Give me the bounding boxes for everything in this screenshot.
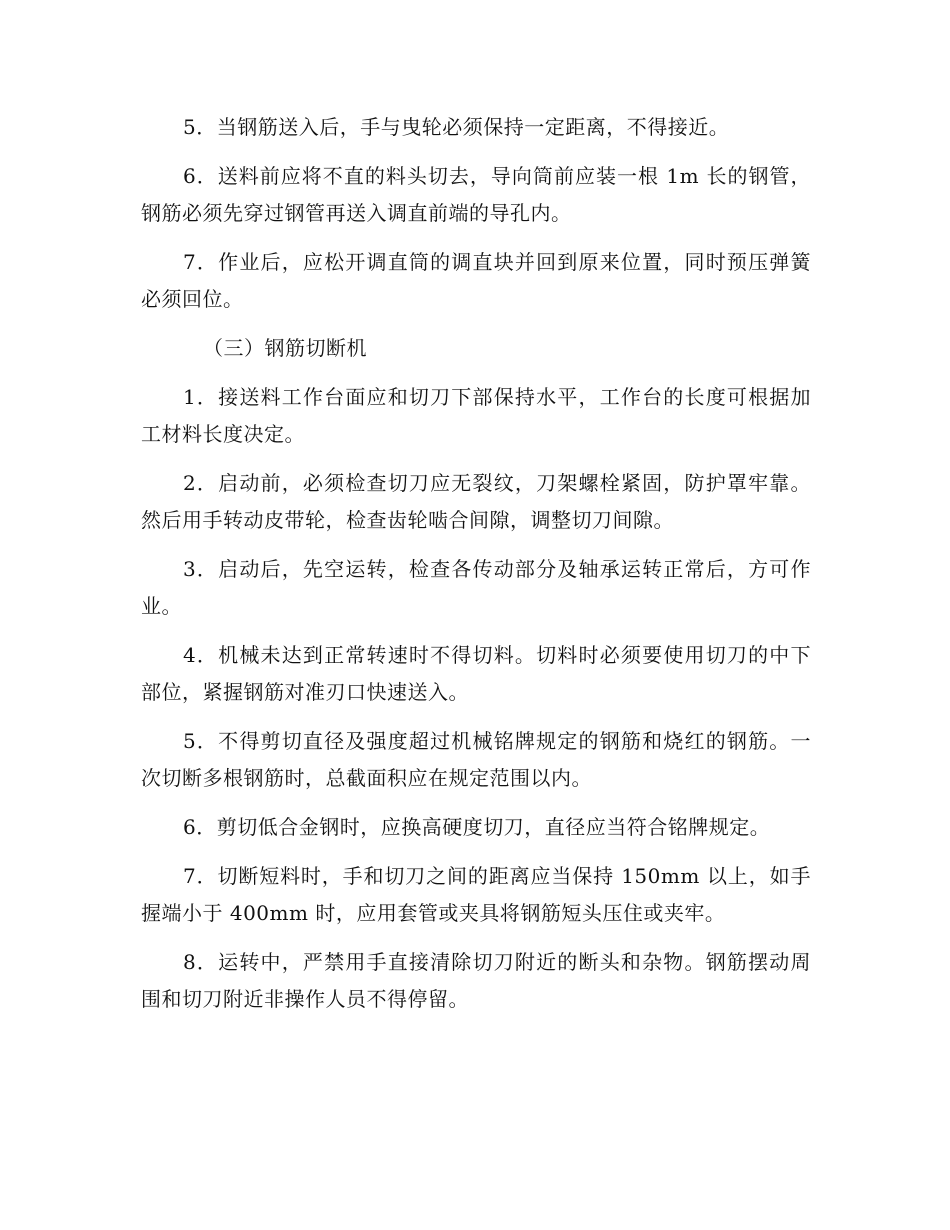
paragraph-straightener-item-5: 5．当钢筋送入后，手与曳轮必须保持一定距离，不得接近。 — [183, 115, 730, 139]
paragraph-cutter-item-5: 5．不得剪切直径及强度超过机械铭牌规定的钢筋和烧红的钢筋。一次切断多根钢筋时，总截面积应在规定范围以内。 — [141, 729, 811, 790]
paragraph-cutter-item-8: 8．运转中，严禁用手直接清除切刀附近的断头和杂物。钢筋摆动周围和切刀附近非操作人员不得停留。 — [141, 950, 811, 1011]
paragraph-cutter-item-4: 4．机械未达到正常转速时不得切料。切料时必须要使用切刀的中下部位，紧握钢筋对准刃口快速送入。 — [141, 643, 811, 704]
paragraph-cutter-item-7: 7．切断短料时，手和切刀之间的距离应当保持 150mm 以上，如手握端小于 400mm 时，应用套管或夹具将钢筋短头压住或夹牢。 — [141, 864, 811, 925]
section-heading-cutting-machine: （三）钢筋切断机 — [203, 336, 367, 360]
paragraph-cutter-item-3: 3．启动后，先空运转，检查各传动部分及轴承运转正常后，方可作业。 — [141, 557, 811, 618]
paragraph-straightener-item-6: 6．送料前应将不直的料头切去，导向筒前应装一根 1m 长的钢管，钢筋必须先穿过钢管再送入调直前端的导孔内。 — [141, 164, 811, 225]
document-body — [141, 109, 811, 1018]
paragraph-cutter-item-6: 6．剪切低合金钢时，应换高硬度切刀，直径应当符合铭牌规定。 — [183, 815, 771, 839]
paragraph-straightener-item-7: 7．作业后，应松开调直筒的调直块并回到原来位置，同时预压弹簧必须回位。 — [141, 250, 811, 311]
paragraph-cutter-item-2: 2．启动前，必须检查切刀应无裂纹，刀架螺栓紧固，防护罩牢靠。然后用手转动皮带轮，检查齿轮啮合间隙，调整切刀间隙。 — [141, 471, 811, 532]
paragraph-cutter-item-1: 1．接送料工作台面应和切刀下部保持水平，工作台的长度可根据加工材料长度决定。 — [141, 385, 811, 446]
